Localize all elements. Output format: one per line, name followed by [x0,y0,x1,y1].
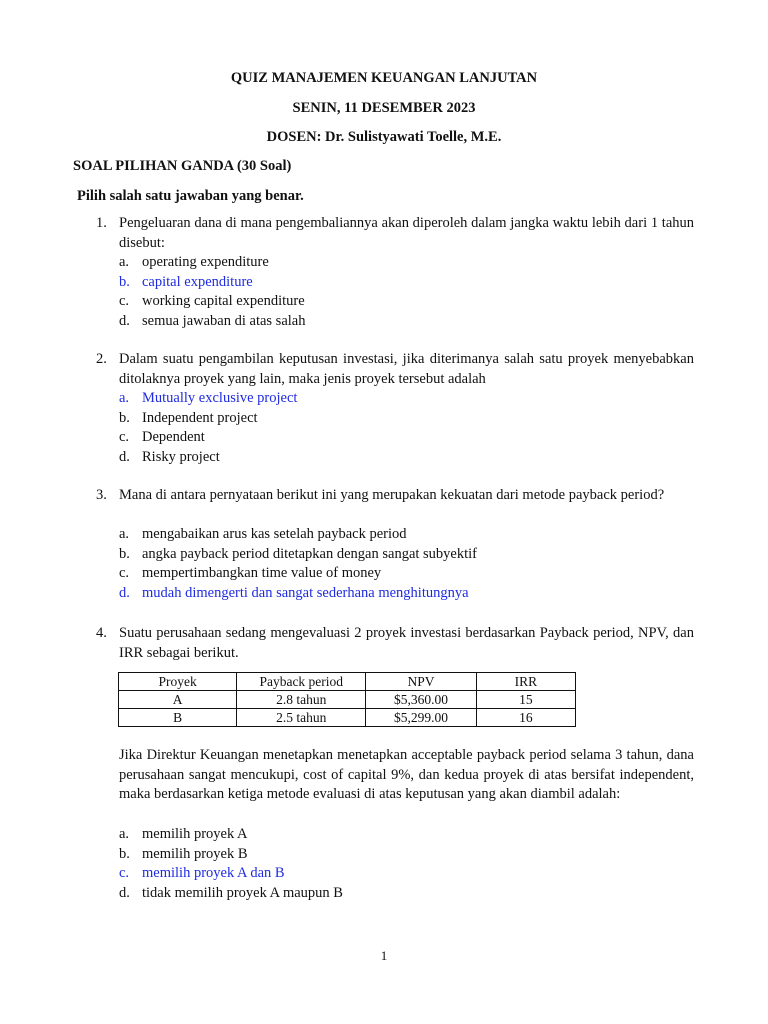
table-cell: A [119,691,237,709]
option-letter: c. [119,565,130,581]
option-text: capital expenditure [142,274,253,290]
answer-option [119,545,679,565]
option-text: semua jawaban di atas salah [142,313,306,329]
option-text: mudah dimengerti dan sangat sederhana menghitungnya [142,585,469,601]
question-text: Suatu perusahaan sedang mengevaluasi 2 proyek investasi berdasarkan Payback period, NPV, dan IRR sebagai berikut. [119,625,694,661]
option-letter: b. [119,846,130,862]
answer-option [119,292,679,312]
question-followup-text: Jika Direktur Keuangan menetapkan menetapkan acceptable payback period selama 3 tahun, dana perusahaan sangat mencukupi, cost of capital 9%, dan kedua proyek di atas bersifat independent, maka berdasarkan ketiga metode evaluasi di atas keputusan yang akan diambil adalah: [119,747,694,802]
option-text: mempertimbangkan time value of money [142,565,382,581]
table-row [119,709,576,727]
option-text: angka payback period ditetapkan dengan sangat subyektif [142,546,477,562]
answer-option-correct [119,389,679,409]
option-letter: a. [119,826,130,842]
table-header-cell: Proyek [119,673,237,691]
table-cell: 2.5 tahun [237,709,366,727]
option-text: tidak memilih proyek A maupun B [142,885,343,901]
answer-option [119,448,679,468]
answer-option-correct [119,584,679,604]
table-header-cell: IRR [476,673,575,691]
answer-option [119,409,679,429]
option-letter: c. [119,429,130,445]
page-number: 1 [380,948,388,963]
answer-option-correct [119,273,679,293]
question-text: Mana di antara pernyataan berikut ini yang merupakan kekuatan dari metode payback period? [119,487,665,503]
option-letter: d. [119,585,130,601]
question-number: 4. [96,625,107,641]
answer-option [119,428,679,448]
table-cell: $5,360.00 [366,691,476,709]
table-header-cell: Payback period [237,673,366,691]
table-cell: B [119,709,237,727]
answer-option [119,564,679,584]
question-number: 1. [96,215,107,231]
option-text: Risky project [142,449,220,465]
question-number: 3. [96,487,107,503]
option-letter: d. [119,449,130,465]
table-cell: 15 [476,691,575,709]
option-letter: d. [119,313,130,329]
option-letter: b. [119,274,130,290]
option-letter: b. [119,410,130,426]
answer-option [119,312,679,332]
option-text: Independent project [142,410,258,426]
option-text: memilih proyek A [142,826,248,842]
answer-option [119,845,679,865]
quiz-date: SENIN, 11 DESEMBER 2023 [292,100,476,116]
project-comparison-table [118,672,576,727]
answer-option [119,825,679,845]
option-letter: a. [119,390,130,406]
lecturer-name: DOSEN: Dr. Sulistyawati Toelle, M.E. [266,129,502,145]
table-row [119,691,576,709]
option-letter: a. [119,254,130,270]
option-letter: c. [119,293,130,309]
answer-option-correct [119,864,679,884]
instruction-text: Pilih salah satu jawaban yang benar. [77,188,304,204]
option-letter: a. [119,526,130,542]
quiz-title: QUIZ MANAJEMEN KEUANGAN LANJUTAN [230,70,538,86]
answer-option [119,253,679,273]
option-text: Mutually exclusive project [142,390,298,406]
table-cell: $5,299.00 [366,709,476,727]
answer-option [119,884,679,904]
option-letter: c. [119,865,130,881]
table-cell: 2.8 tahun [237,691,366,709]
option-text: memilih proyek B [142,846,248,862]
option-letter: b. [119,546,130,562]
table-header-row [119,673,576,691]
section-title: SOAL PILIHAN GANDA (30 Soal) [73,158,292,174]
question-number: 2. [96,351,107,367]
option-text: working capital expenditure [142,293,305,309]
option-text: mengabaikan arus kas setelah payback period [142,526,407,542]
option-text: memilih proyek A dan B [142,865,285,881]
question-text: Pengeluaran dana di mana pengembaliannya akan diperoleh dalam jangka waktu lebih dari 1 tahun disebut: [119,215,694,251]
answer-option [119,525,679,545]
question-text: Dalam suatu pengambilan keputusan investasi, jika diterimanya salah satu proyek menyebabkan ditolaknya proyek yang lain, maka jenis proyek tersebut adalah [119,351,694,387]
option-text: Dependent [142,429,205,445]
table-cell: 16 [476,709,575,727]
table-header-cell: NPV [366,673,476,691]
option-text: operating expenditure [142,254,269,270]
option-letter: d. [119,885,130,901]
